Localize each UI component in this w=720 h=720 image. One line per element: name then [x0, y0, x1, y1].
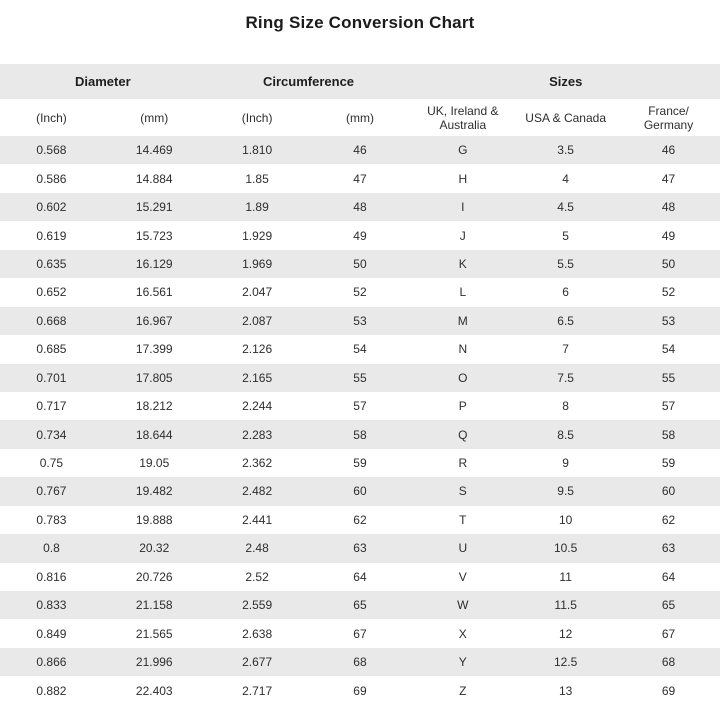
cell-size-france-germany: 59	[661, 456, 676, 471]
cell-circumference-mm: 46	[353, 143, 367, 158]
table-row	[0, 193, 720, 221]
cell-diameter-inch: 0.602	[36, 200, 67, 215]
cell-diameter-inch: 0.701	[36, 370, 67, 385]
table-row	[0, 335, 720, 363]
cell-diameter-inch: 0.619	[36, 228, 67, 243]
cell-circumference-inch: 1.89	[245, 200, 269, 215]
cell-size-usa-canada: 9	[562, 456, 569, 471]
cell-diameter-mm: 16.561	[135, 285, 173, 300]
table-row	[0, 449, 720, 477]
table-row	[0, 619, 720, 647]
cell-size-uk-ireland-australia: T	[459, 512, 467, 527]
table-row	[0, 477, 720, 505]
cell-circumference-mm: 49	[353, 228, 367, 243]
cell-size-france-germany: 57	[661, 399, 676, 414]
cell-size-uk-ireland-australia: R	[458, 456, 468, 471]
cell-circumference-inch: 2.047	[242, 285, 273, 300]
cell-diameter-mm: 19.482	[135, 484, 173, 499]
table-row	[0, 506, 720, 534]
table-row	[0, 250, 720, 278]
cell-diameter-inch: 0.635	[36, 256, 67, 271]
column-header-size-uk-ireland-australia: UK, Ireland & Australia	[411, 99, 514, 136]
cell-size-france-germany: 69	[661, 683, 676, 698]
cell-circumference-mm: 68	[353, 655, 367, 670]
cell-size-france-germany: 55	[661, 370, 676, 385]
column-header-diameter-inch: (Inch)	[0, 99, 103, 136]
cell-diameter-mm: 21.565	[135, 626, 173, 641]
cell-diameter-mm: 22.403	[135, 683, 173, 698]
table-row	[0, 307, 720, 335]
table-row	[0, 591, 720, 619]
cell-diameter-mm: 14.884	[135, 171, 173, 186]
cell-diameter-inch: 0.816	[36, 569, 67, 584]
column-header-size-usa-canada: USA & Canada	[514, 99, 617, 136]
cell-diameter-inch: 0.734	[36, 427, 67, 442]
cell-circumference-inch: 2.677	[242, 655, 273, 670]
cell-size-uk-ireland-australia: J	[459, 228, 466, 243]
cell-size-usa-canada: 5.5	[557, 256, 574, 271]
cell-circumference-inch: 2.126	[242, 342, 273, 357]
cell-circumference-mm: 69	[353, 683, 367, 698]
cell-size-uk-ireland-australia: V	[458, 569, 467, 584]
cell-size-uk-ireland-australia: H	[458, 171, 468, 186]
cell-size-france-germany: 53	[661, 313, 676, 328]
table-row	[0, 534, 720, 562]
cell-circumference-inch: 2.087	[242, 313, 273, 328]
cell-circumference-inch: 1.929	[242, 228, 273, 243]
cell-size-uk-ireland-australia: Y	[458, 655, 467, 670]
cell-circumference-inch: 2.441	[242, 512, 273, 527]
cell-diameter-inch: 0.8	[43, 541, 60, 556]
cell-size-usa-canada: 10.5	[553, 541, 578, 556]
cell-circumference-mm: 64	[353, 569, 367, 584]
cell-circumference-mm: 48	[353, 200, 367, 215]
cell-circumference-inch: 1.969	[242, 256, 273, 271]
cell-size-usa-canada: 10	[558, 512, 573, 527]
cell-size-france-germany: 48	[661, 200, 676, 215]
cell-diameter-inch: 0.685	[36, 342, 67, 357]
cell-circumference-inch: 1.810	[242, 143, 273, 158]
cell-diameter-inch: 0.849	[36, 626, 67, 641]
cell-circumference-mm: 47	[353, 171, 367, 186]
cell-size-usa-canada: 4	[562, 171, 569, 186]
cell-circumference-mm: 65	[353, 598, 367, 613]
cell-circumference-mm: 59	[353, 456, 367, 471]
cell-diameter-mm: 14.469	[135, 143, 173, 158]
cell-diameter-inch: 0.717	[36, 399, 67, 414]
cell-size-uk-ireland-australia: S	[458, 484, 467, 499]
cell-size-usa-canada: 12.5	[553, 655, 578, 670]
cell-size-france-germany: 68	[661, 655, 676, 670]
table-row	[0, 278, 720, 306]
cell-diameter-inch: 0.866	[36, 655, 67, 670]
cell-circumference-mm: 57	[353, 399, 367, 414]
cell-size-usa-canada: 13	[558, 683, 573, 698]
cell-diameter-mm: 18.644	[135, 427, 173, 442]
cell-size-france-germany: 47	[661, 171, 676, 186]
cell-size-france-germany: 62	[661, 512, 676, 527]
cell-size-uk-ireland-australia: M	[457, 313, 468, 328]
cell-size-uk-ireland-australia: Q	[458, 427, 468, 442]
column-header-size-france-germany: France/ Germany	[617, 99, 720, 136]
table-body	[0, 136, 720, 705]
column-header-circumference-mm: (mm)	[309, 99, 412, 136]
group-header-row	[0, 64, 720, 99]
group-header-sizes: Sizes	[411, 64, 720, 99]
cell-size-usa-canada: 7	[562, 342, 569, 357]
cell-size-uk-ireland-australia: W	[457, 598, 469, 613]
cell-size-usa-canada: 11	[559, 569, 572, 584]
cell-circumference-inch: 2.165	[242, 370, 273, 385]
cell-diameter-mm: 19.888	[135, 512, 173, 527]
cell-circumference-inch: 2.638	[242, 626, 273, 641]
cell-diameter-inch: 0.833	[36, 598, 67, 613]
table-header	[0, 64, 720, 136]
table-row	[0, 676, 720, 704]
cell-diameter-mm: 15.723	[135, 228, 173, 243]
cell-circumference-mm: 50	[353, 256, 367, 271]
column-header-row	[0, 99, 720, 136]
table-row	[0, 392, 720, 420]
column-header-circumference-inch: (Inch)	[206, 99, 309, 136]
cell-diameter-mm: 17.399	[135, 342, 173, 357]
cell-size-uk-ireland-australia: Z	[459, 683, 467, 698]
cell-diameter-mm: 21.996	[135, 655, 173, 670]
cell-diameter-inch: 0.586	[36, 171, 67, 186]
cell-size-usa-canada: 6.5	[557, 313, 574, 328]
cell-size-france-germany: 60	[661, 484, 676, 499]
cell-size-usa-canada: 7.5	[557, 370, 574, 385]
cell-size-usa-canada: 3.5	[557, 143, 574, 158]
cell-diameter-inch: 0.668	[36, 313, 67, 328]
cell-diameter-mm: 20.32	[139, 541, 170, 556]
table-row	[0, 420, 720, 448]
cell-size-france-germany: 49	[661, 228, 676, 243]
cell-circumference-mm: 53	[353, 313, 367, 328]
cell-size-usa-canada: 8.5	[557, 427, 574, 442]
cell-circumference-mm: 60	[353, 484, 367, 499]
cell-size-france-germany: 58	[661, 427, 676, 442]
cell-size-france-germany: 65	[661, 598, 676, 613]
cell-circumference-inch: 2.48	[245, 541, 269, 556]
cell-size-usa-canada: 12	[558, 626, 573, 641]
cell-size-france-germany: 63	[661, 541, 676, 556]
cell-size-usa-canada: 5	[562, 228, 569, 243]
cell-size-uk-ireland-australia: K	[458, 256, 467, 271]
cell-diameter-inch: 0.882	[36, 683, 67, 698]
cell-size-uk-ireland-australia: X	[458, 626, 467, 641]
ring-size-conversion-table	[0, 64, 720, 705]
cell-diameter-mm: 18.212	[135, 399, 173, 414]
cell-diameter-mm: 16.129	[135, 256, 173, 271]
cell-size-uk-ireland-australia: G	[458, 143, 468, 158]
cell-size-uk-ireland-australia: L	[459, 285, 467, 300]
cell-circumference-inch: 2.283	[242, 427, 273, 442]
cell-size-uk-ireland-australia: N	[458, 342, 468, 357]
cell-size-france-germany: 67	[661, 626, 676, 641]
cell-diameter-inch: 0.767	[36, 484, 67, 499]
cell-circumference-inch: 2.244	[242, 399, 273, 414]
cell-size-france-germany: 46	[661, 143, 676, 158]
cell-circumference-mm: 62	[353, 512, 367, 527]
page-title: Ring Size Conversion Chart	[245, 13, 475, 32]
cell-diameter-inch: 0.652	[36, 285, 67, 300]
cell-size-usa-canada: 6	[562, 285, 569, 300]
cell-circumference-mm: 54	[353, 342, 367, 357]
cell-diameter-inch: 0.783	[36, 512, 67, 527]
cell-size-usa-canada: 11.5	[554, 598, 577, 613]
cell-diameter-mm: 15.291	[135, 200, 173, 215]
cell-diameter-inch: 0.75	[39, 456, 64, 471]
cell-size-france-germany: 54	[661, 342, 676, 357]
cell-diameter-mm: 21.158	[135, 598, 173, 613]
group-header-diameter: Diameter	[0, 64, 206, 99]
cell-size-uk-ireland-australia: I	[461, 200, 465, 215]
cell-size-usa-canada: 9.5	[557, 484, 574, 499]
cell-circumference-mm: 63	[353, 541, 367, 556]
cell-circumference-mm: 52	[353, 285, 367, 300]
cell-circumference-inch: 2.559	[242, 598, 273, 613]
table-row	[0, 136, 720, 164]
table-row	[0, 221, 720, 249]
table-row	[0, 648, 720, 676]
cell-size-usa-canada: 8	[562, 399, 569, 414]
cell-circumference-inch: 2.362	[242, 456, 273, 471]
cell-size-france-germany: 64	[661, 569, 676, 584]
table-row	[0, 563, 720, 591]
cell-diameter-mm: 20.726	[135, 569, 173, 584]
table-row	[0, 364, 720, 392]
cell-diameter-mm: 16.967	[135, 313, 173, 328]
cell-circumference-inch: 2.52	[245, 569, 269, 584]
cell-diameter-inch: 0.568	[36, 143, 67, 158]
group-header-circumference: Circumference	[206, 64, 412, 99]
cell-size-france-germany: 50	[661, 256, 676, 271]
cell-diameter-mm: 19.05	[139, 456, 170, 471]
cell-size-france-germany: 52	[661, 285, 676, 300]
table-row	[0, 164, 720, 192]
cell-circumference-mm: 58	[353, 427, 367, 442]
cell-circumference-mm: 55	[353, 370, 367, 385]
cell-diameter-mm: 17.805	[135, 370, 173, 385]
cell-circumference-inch: 2.717	[242, 683, 273, 698]
cell-size-uk-ireland-australia: O	[458, 370, 468, 385]
cell-circumference-inch: 2.482	[242, 484, 273, 499]
column-header-diameter-mm: (mm)	[103, 99, 206, 136]
cell-circumference-inch: 1.85	[245, 171, 269, 186]
cell-size-uk-ireland-australia: U	[458, 541, 468, 556]
cell-circumference-mm: 67	[353, 626, 367, 641]
cell-size-uk-ireland-australia: P	[458, 399, 467, 414]
cell-size-usa-canada: 4.5	[557, 200, 574, 215]
